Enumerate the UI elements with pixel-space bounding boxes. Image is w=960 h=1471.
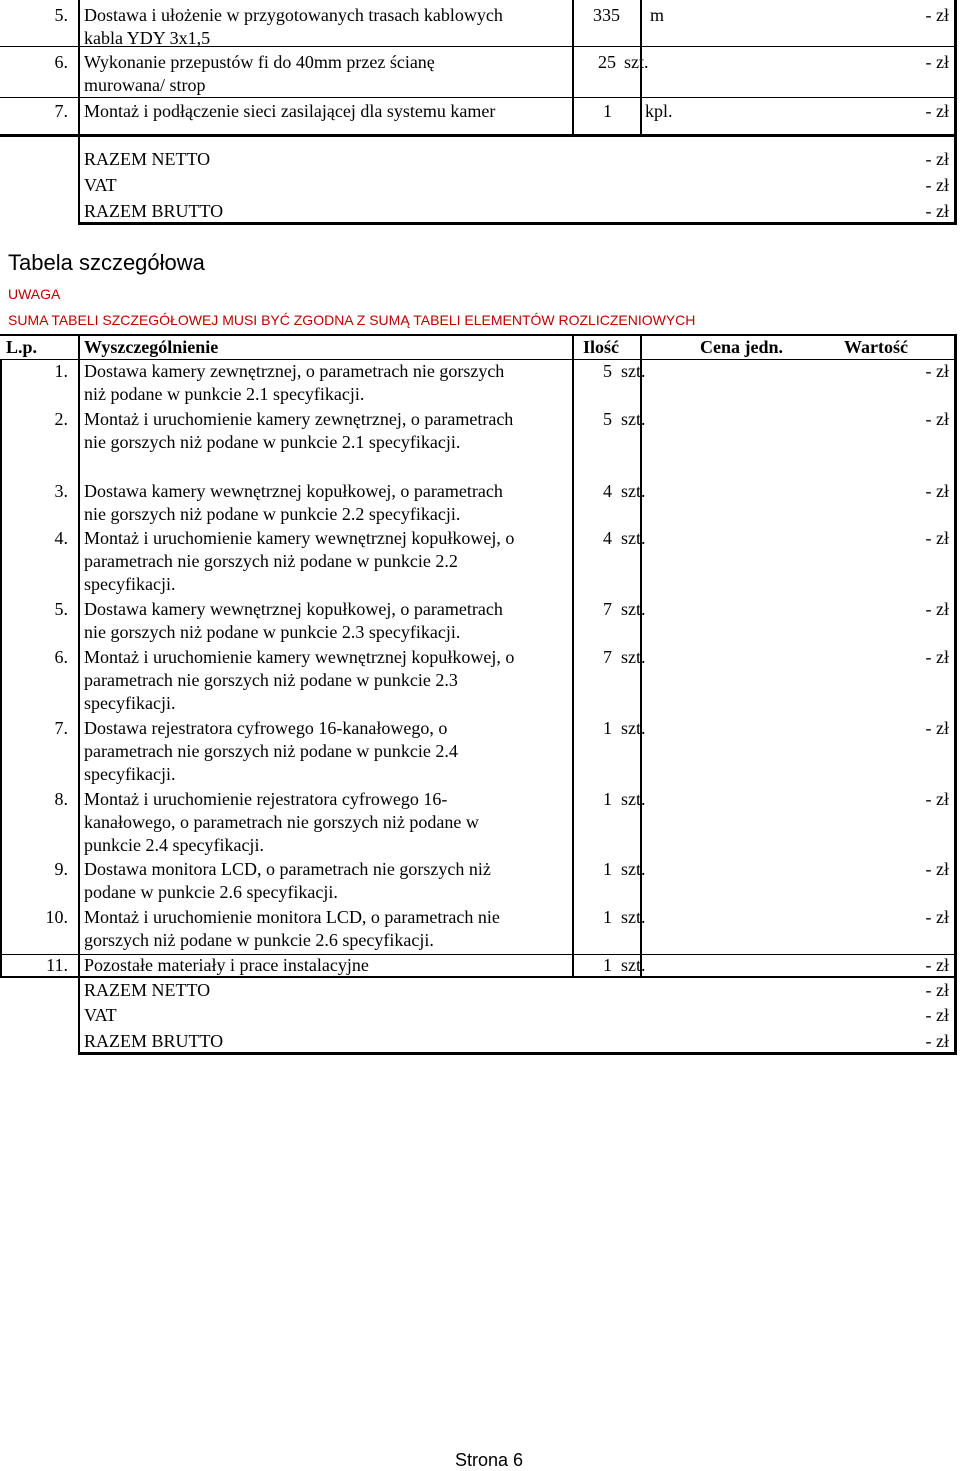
quantity-cell: 335	[593, 5, 620, 25]
lp-cell: 6.	[54, 52, 68, 72]
vat-value: - zł	[925, 175, 949, 195]
description-line: Dostawa kamery wewnętrznej kopułkowej, o parametrach	[84, 599, 503, 619]
quantity-cell: 1	[603, 955, 612, 975]
lp-cell: 3.	[54, 481, 68, 501]
description-line: Montaż i uruchomienie kamery wewnętrznej kopułkowej, o	[84, 647, 515, 667]
value-cell: - zł	[925, 859, 949, 879]
quantity-cell: 1	[603, 907, 612, 927]
description-line: Pozostałe materiały i prace instalacyjne	[84, 955, 369, 975]
description-line: Dostawa monitora LCD, o parametrach nie gorszych niż	[84, 859, 491, 879]
description-line: Dostawa i ułożenie w przygotowanych trasach kablowych	[84, 5, 503, 25]
unit-cell: szt.	[621, 789, 646, 809]
total-net-label: RAZEM NETTO	[84, 980, 211, 1000]
quantity-cell: 4	[603, 481, 612, 501]
lp-cell: 2.	[54, 409, 68, 429]
value-cell: - zł	[925, 528, 949, 548]
unit-cell: szt.	[621, 955, 646, 975]
header-lp: L.p.	[6, 337, 38, 357]
description-line: parametrach nie gorszych niż podane w punkcie 2.2	[84, 551, 458, 571]
value-cell: - zł	[925, 907, 949, 927]
total-net-value: - zł	[925, 980, 949, 1000]
description-line: kanałowego, o parametrach nie gorszych niż podane w	[84, 812, 479, 832]
quantity-cell: 25	[598, 52, 616, 72]
description-line: Montaż i uruchomienie kamery zewnętrznej, o parametrach	[84, 409, 514, 429]
total-gross-value: - zł	[925, 1031, 949, 1051]
description-line: nie gorszych niż podane w punkcie 2.2 specyfikacji.	[84, 504, 461, 524]
value-cell: - zł	[925, 5, 949, 25]
description-line: murowana/ strop	[84, 75, 206, 95]
lp-cell: 1.	[54, 361, 68, 381]
unit-cell: szt.	[621, 647, 646, 667]
value-cell: - zł	[925, 599, 949, 619]
quantity-cell: 4	[603, 528, 612, 548]
description-line: specyfikacji.	[84, 764, 176, 784]
lp-cell: 4.	[54, 528, 68, 548]
description-line: Montaż i uruchomienie kamery wewnętrznej kopułkowej, o	[84, 528, 515, 548]
value-cell: - zł	[925, 955, 949, 975]
quantity-cell: 1	[603, 718, 612, 738]
quantity-cell: 5	[603, 409, 612, 429]
total-net-value: - zł	[925, 149, 949, 169]
value-cell: - zł	[925, 101, 949, 121]
quantity-cell: 1	[603, 859, 612, 879]
description-line: Montaż i uruchomienie monitora LCD, o parametrach nie	[84, 907, 500, 927]
description-line: gorszych niż podane w punkcie 2.6 specyfikacji.	[84, 930, 434, 950]
description-line: kabla YDY 3x1,5	[84, 28, 211, 48]
vat-label: VAT	[84, 175, 117, 195]
description-line: nie gorszych niż podane w punkcie 2.1 specyfikacji.	[84, 432, 461, 452]
description-line: podane w punkcie 2.6 specyfikacji.	[84, 882, 338, 902]
description-line: parametrach nie gorszych niż podane w punkcie 2.3	[84, 670, 458, 690]
description-line: specyfikacji.	[84, 574, 176, 594]
value-cell: - zł	[925, 647, 949, 667]
unit-cell: szt.	[624, 52, 649, 72]
unit-cell: szt.	[621, 718, 646, 738]
header-value: Wartość	[844, 337, 908, 357]
unit-cell: m	[650, 5, 665, 25]
page-number: Strona 6	[455, 1450, 524, 1470]
description-line: Dostawa rejestratora cyfrowego 16-kanałowego, o	[84, 718, 448, 738]
unit-cell: szt.	[621, 859, 646, 879]
description-line: Montaż i podłączenie sieci zasilającej dla systemu kamer	[84, 101, 496, 121]
unit-cell: szt.	[621, 481, 646, 501]
header-description: Wyszczególnienie	[84, 337, 219, 357]
quantity-cell: 5	[603, 361, 612, 381]
lp-cell: 11.	[46, 955, 68, 975]
warning-label: UWAGA	[8, 286, 61, 302]
description-line: Dostawa kamery wewnętrznej kopułkowej, o parametrach	[84, 481, 503, 501]
lp-cell: 5.	[54, 5, 68, 25]
value-cell: - zł	[925, 409, 949, 429]
warning-text: SUMA TABELI SZCZEGÓŁOWEJ MUSI BYĆ ZGODNA Z SUMĄ TABELI ELEMENTÓW ROZLICZENIOWYCH	[8, 312, 696, 328]
total-gross-value: - zł	[925, 201, 949, 221]
description-line: specyfikacji.	[84, 693, 176, 713]
vat-value: - zł	[925, 1005, 949, 1025]
value-cell: - zł	[925, 718, 949, 738]
lp-cell: 7.	[54, 718, 68, 738]
lp-cell: 5.	[54, 599, 68, 619]
quantity-cell: 1	[603, 789, 612, 809]
quantity-cell: 7	[603, 599, 612, 619]
lp-cell: 10.	[45, 907, 68, 927]
header-quantity: Ilość	[583, 337, 619, 357]
description-line: Wykonanie przepustów fi do 40mm przez ścianę	[84, 52, 435, 72]
header-unit-price: Cena jedn.	[700, 337, 784, 357]
description-line: parametrach nie gorszych niż podane w punkcie 2.4	[84, 741, 458, 761]
quantity-cell: 1	[603, 101, 612, 121]
total-gross-label: RAZEM BRUTTO	[84, 1031, 224, 1051]
unit-cell: szt.	[621, 599, 646, 619]
lp-cell: 9.	[54, 859, 68, 879]
description-line: Dostawa kamery zewnętrznej, o parametrach nie gorszych	[84, 361, 505, 381]
value-cell: - zł	[925, 789, 949, 809]
description-line: niż podane w punkcie 2.1 specyfikacji.	[84, 384, 365, 404]
value-cell: - zł	[925, 52, 949, 72]
quantity-cell: 7	[603, 647, 612, 667]
unit-cell: szt.	[621, 361, 646, 381]
lp-cell: 8.	[54, 789, 68, 809]
section-title: Tabela szczegółowa	[8, 250, 205, 275]
description-line: punkcie 2.4 specyfikacji.	[84, 835, 264, 855]
unit-cell: szt.	[621, 409, 646, 429]
total-net-label: RAZEM NETTO	[84, 149, 211, 169]
description-line: nie gorszych niż podane w punkcie 2.3 specyfikacji.	[84, 622, 461, 642]
lp-cell: 7.	[54, 101, 68, 121]
unit-cell: kpl.	[645, 101, 673, 121]
value-cell: - zł	[925, 481, 949, 501]
vat-label: VAT	[84, 1005, 117, 1025]
description-line: Montaż i uruchomienie rejestratora cyfrowego 16-	[84, 789, 448, 809]
unit-cell: szt.	[621, 907, 646, 927]
total-gross-label: RAZEM BRUTTO	[84, 201, 224, 221]
value-cell: - zł	[925, 361, 949, 381]
unit-cell: szt.	[621, 528, 646, 548]
lp-cell: 6.	[54, 647, 68, 667]
